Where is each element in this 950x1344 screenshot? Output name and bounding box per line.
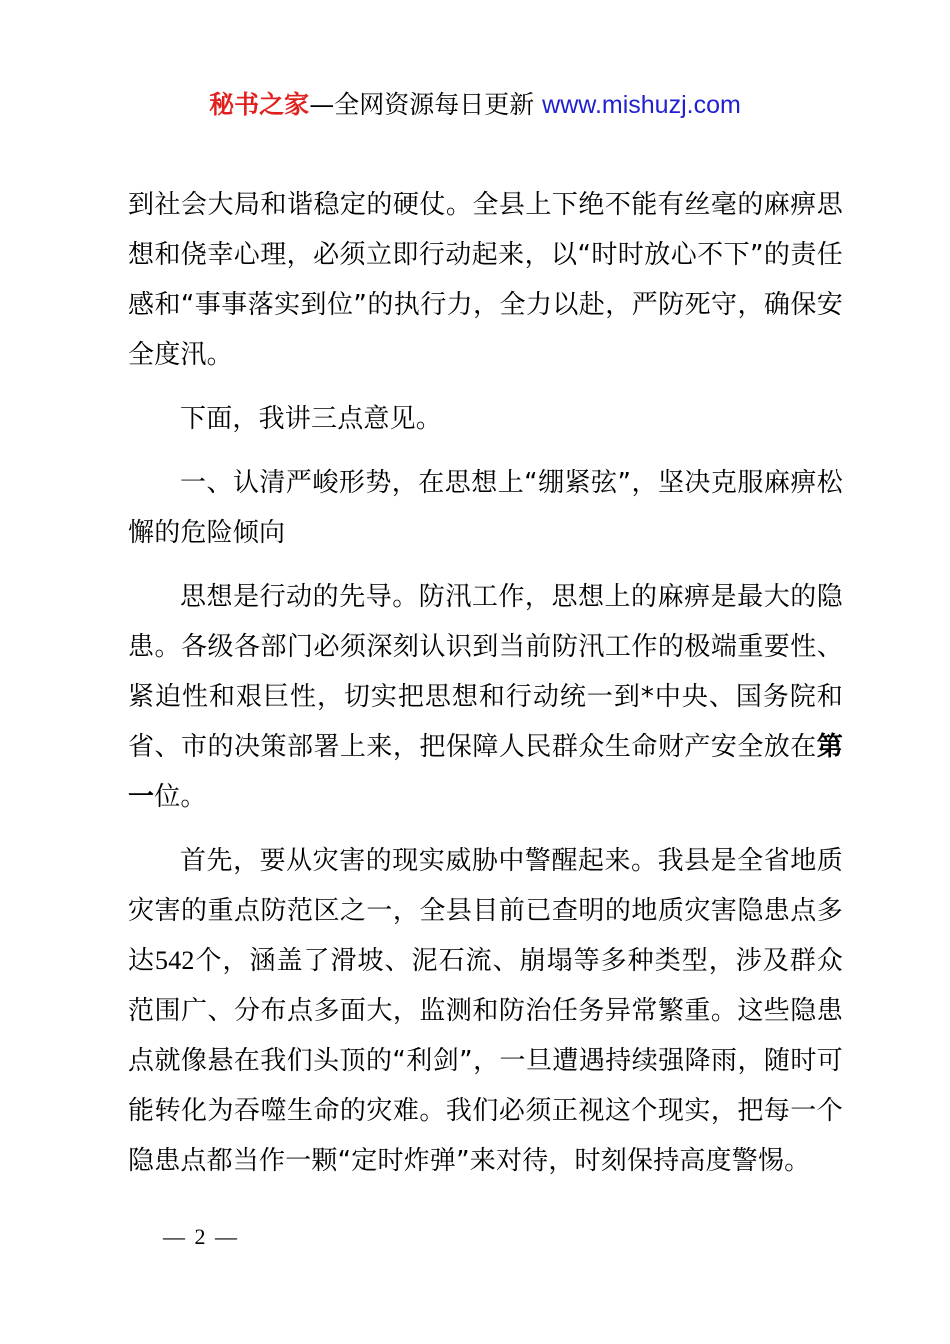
section-heading-1: 一、认清严峻形势，在思想上“绷紧弦”，坚决克服麻痹松懈的危险倾向 (128, 468, 843, 548)
page-number: — 2 — (163, 1224, 239, 1249)
brand-name: 秘书之家 (209, 90, 310, 119)
paragraph-firstly (128, 836, 843, 1186)
paragraph-thought-text: 思想是行动的先导。防汛工作，思想上的麻痹是最大的隐患。各级各部门必须深刻认识到当前防汛工作的极端重要性、紧迫性和艰巨性，切实把思想和行动统一到*中央、国务院和省、市的决策部署上来，把保障人民群众生命财产安全放在 (128, 582, 843, 762)
paragraph-firstly-end: 个，涵盖了滑坡、泥石流、崩塌等多种类型，涉及群众范围广、分布点多面大，监测和防治任务异常繁重。这些隐患点就像悬在我们头顶的“利剑”，一旦遭遇持续强降雨，随时可能转化为吞噬生命的灾难。我们必须正视这个现实，把每一个隐患点都当作一颗“定时炸弹”来对待，时刻保持高度警惕。 (128, 946, 843, 1176)
paragraph-thought (128, 572, 843, 822)
paragraph-continuation: 到社会大局和谐稳定的硬仗。全县上下绝不能有丝毫的麻痹思想和侥幸心理，必须立即行动起来，以“时时放心不下”的责任感和“事事落实到位”的执行力，全力以赴，严防死守，确保安全度汛。 (128, 190, 843, 370)
hazard-count: 542 (155, 946, 195, 975)
emphasis-first: 第一 (128, 732, 843, 812)
paragraph-intro: 下面，我讲三点意见。 (180, 404, 443, 434)
header-tagline: —全网资源每日更新 (309, 90, 535, 119)
paragraph-firstly-text: 首先，要从灾害的现实威胁中警醒起来。我县是全省地质灾害的重点防范区之一，全县目前已查明的地质灾害隐患点多达 (128, 846, 843, 976)
site-url[interactable]: www.mishuzj.com (542, 91, 741, 119)
site-header (0, 88, 950, 122)
paragraph-thought-end: 位。 (154, 782, 207, 812)
document-body (128, 180, 843, 1200)
